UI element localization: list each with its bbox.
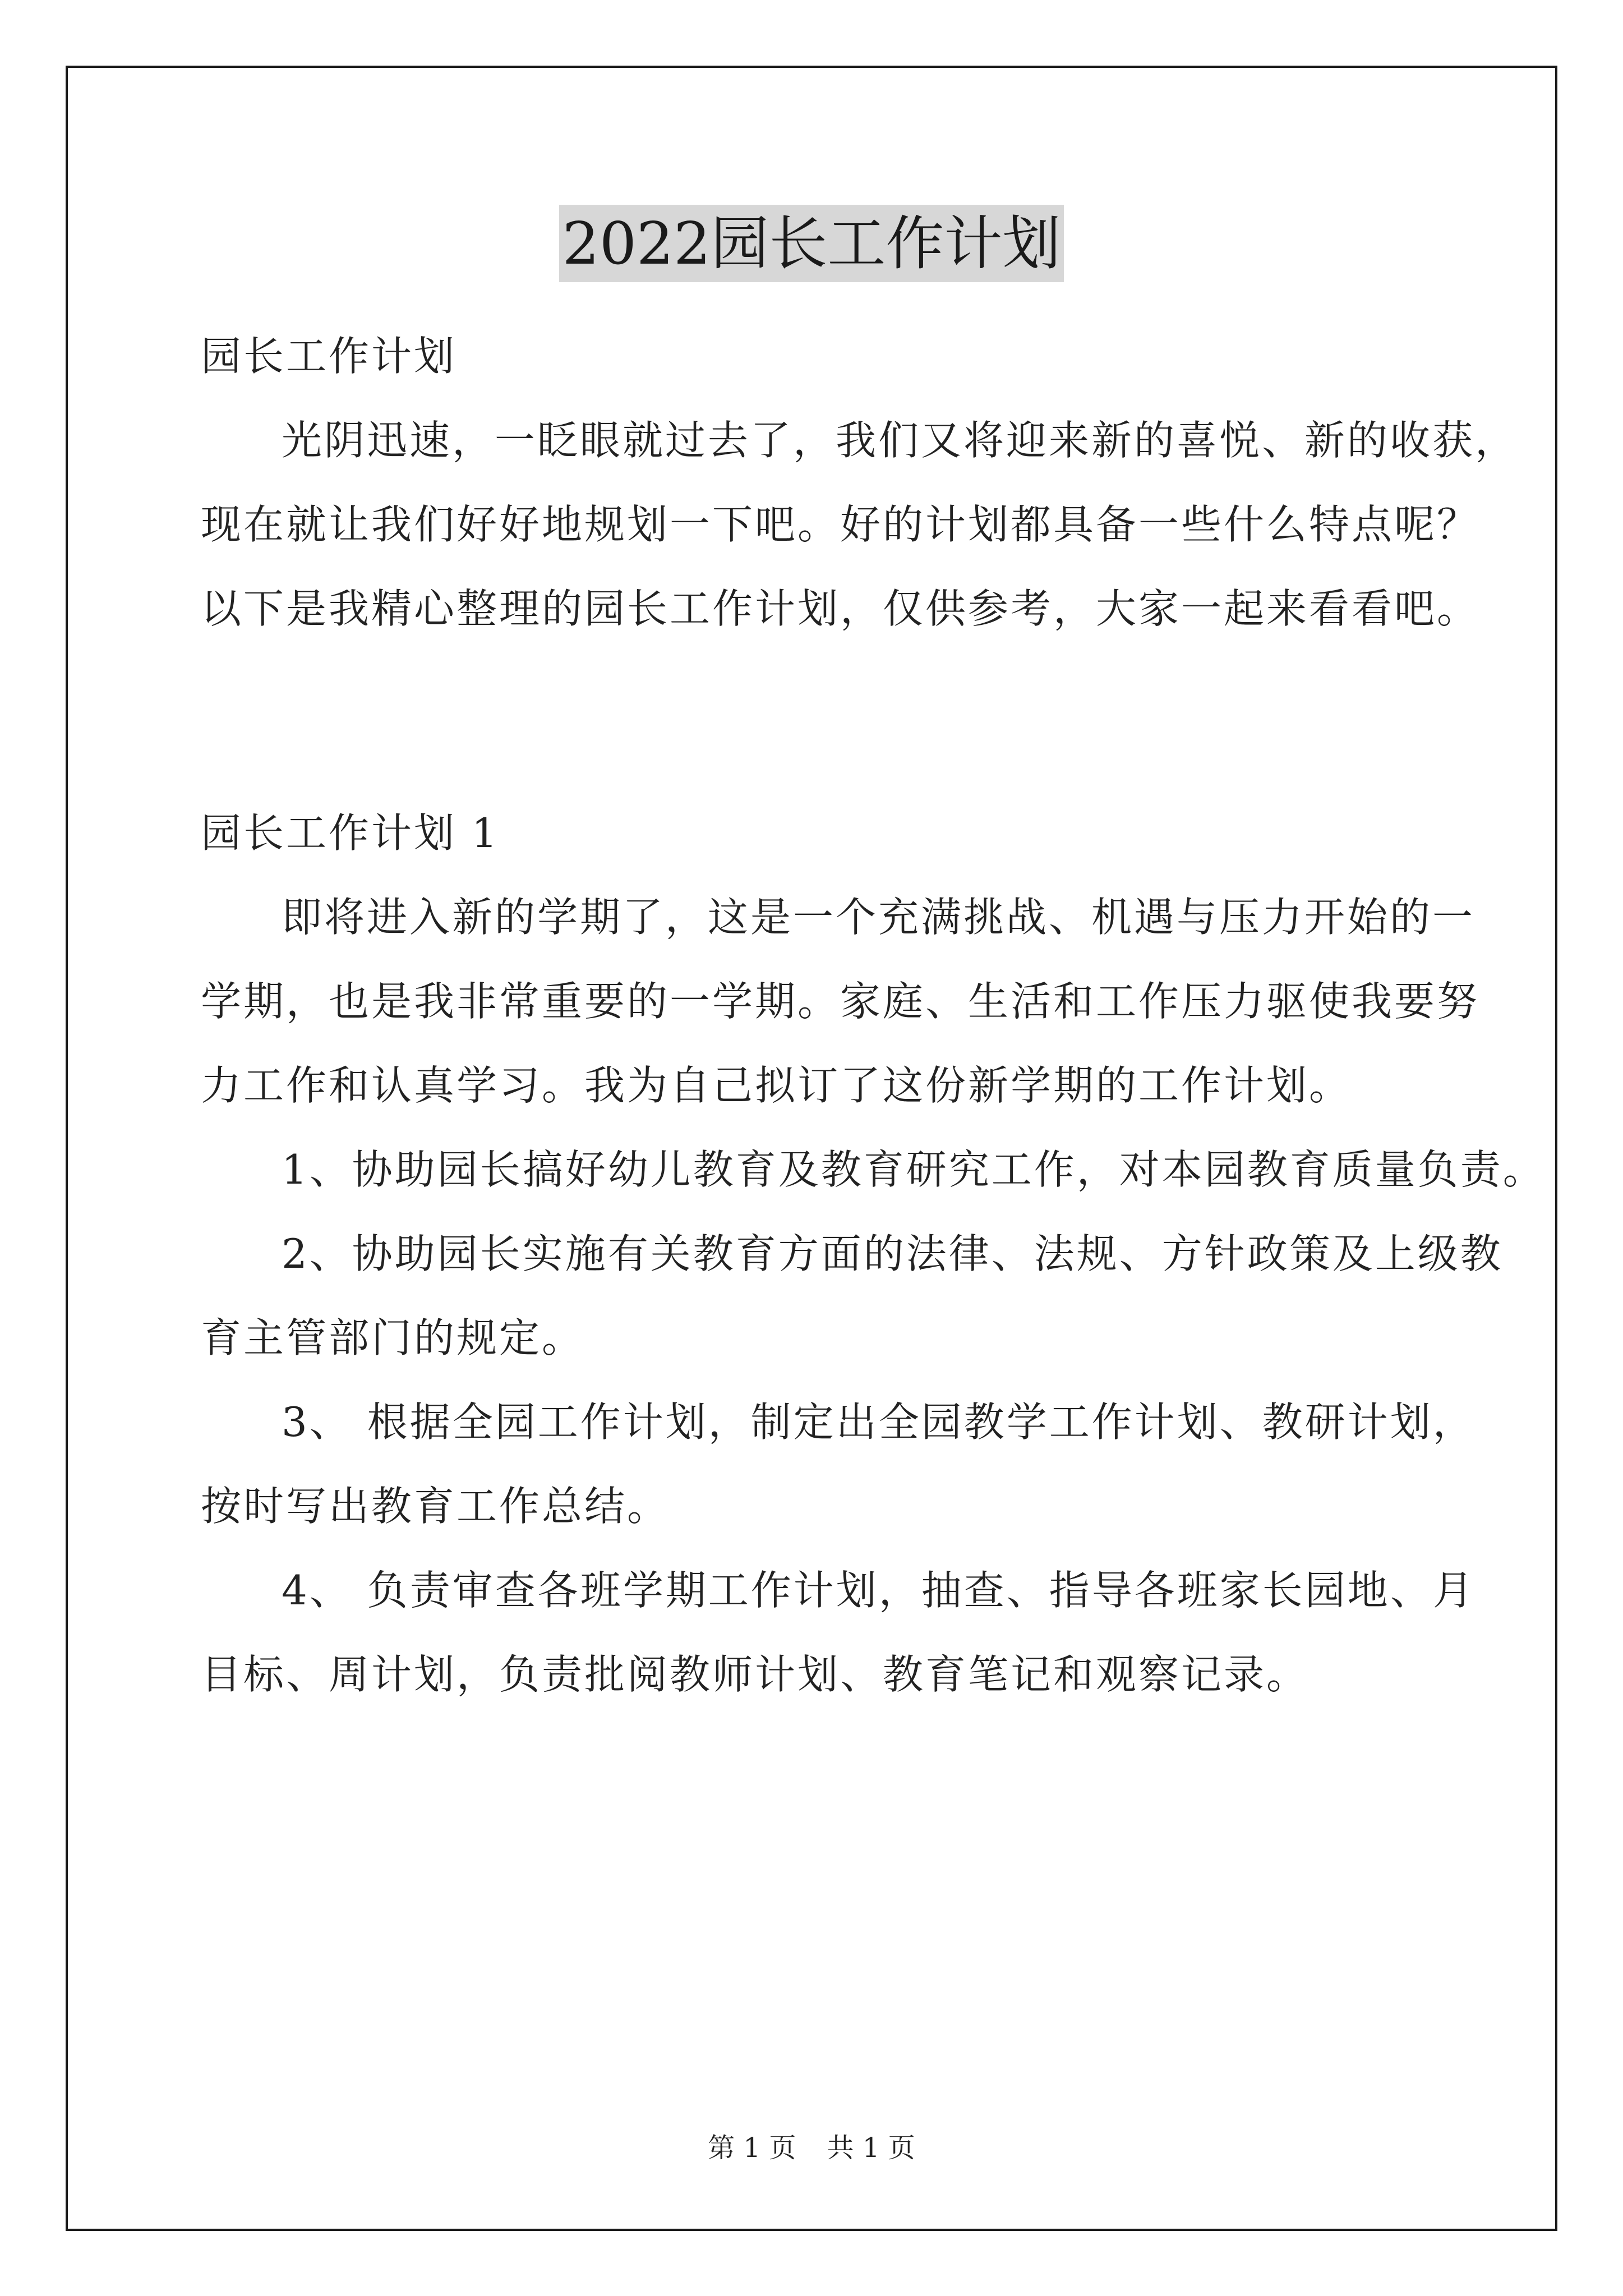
page-number-total: 共 1 页 [827,2132,915,2164]
list-item-4: 4、 负责审查各班学期工作计划，抽查、指导各班家长园地、月 [282,1567,1476,1614]
paragraph-gap [201,651,1435,791]
list-item-4-continued: 目标、周计划，负责批阅教师计划、教育笔记和观察记录。 [201,1651,1310,1698]
paragraph-line: 学期，也是我非常重要的一学期。家庭、生活和工作压力驱使我要努 [201,978,1480,1025]
list-item-3-continued: 按时写出教育工作总结。 [201,1483,670,1530]
document-body [201,314,1546,1717]
paragraph-line: 现在就让我们好好地规划一下吧。好的计划都具备一些什么特点呢？ [201,501,1480,548]
paragraph-line: 力工作和认真学习。我为自己拟订了这份新学期的工作计划。 [201,1062,1352,1109]
paragraph-line: 光阴迅速，一眨眼就过去了，我们又将迎来新的喜悦、新的收获， [282,417,1518,464]
page-number-current: 第 1 页 [708,2132,796,2164]
document-title: 2022园长工作计划 [559,205,1064,282]
list-item-2: 2、协助园长实施有关教育方面的法律、法规、方针政策及上级教 [282,1230,1503,1277]
list-item-2-continued: 育主管部门的规定。 [201,1314,585,1361]
section-heading: 园长工作计划 1 [201,809,500,857]
section-heading: 园长工作计划 [201,333,457,380]
page-footer [0,2126,1623,2165]
list-item-1: 1、协助园长搞好幼儿教育及教育研究工作，对本园教育质量负责。 [282,1146,1546,1193]
paragraph-line: 以下是我精心整理的园长工作计划，仅供参考，大家一起来看看吧。 [201,585,1480,632]
list-item-3: 3、 根据全园工作计划，制定出全园教学工作计划、教研计划， [282,1398,1476,1446]
paragraph-line: 即将进入新的学期了，这是一个充满挑战、机遇与压力开始的一 [282,894,1476,941]
title-wrap [0,205,1623,282]
